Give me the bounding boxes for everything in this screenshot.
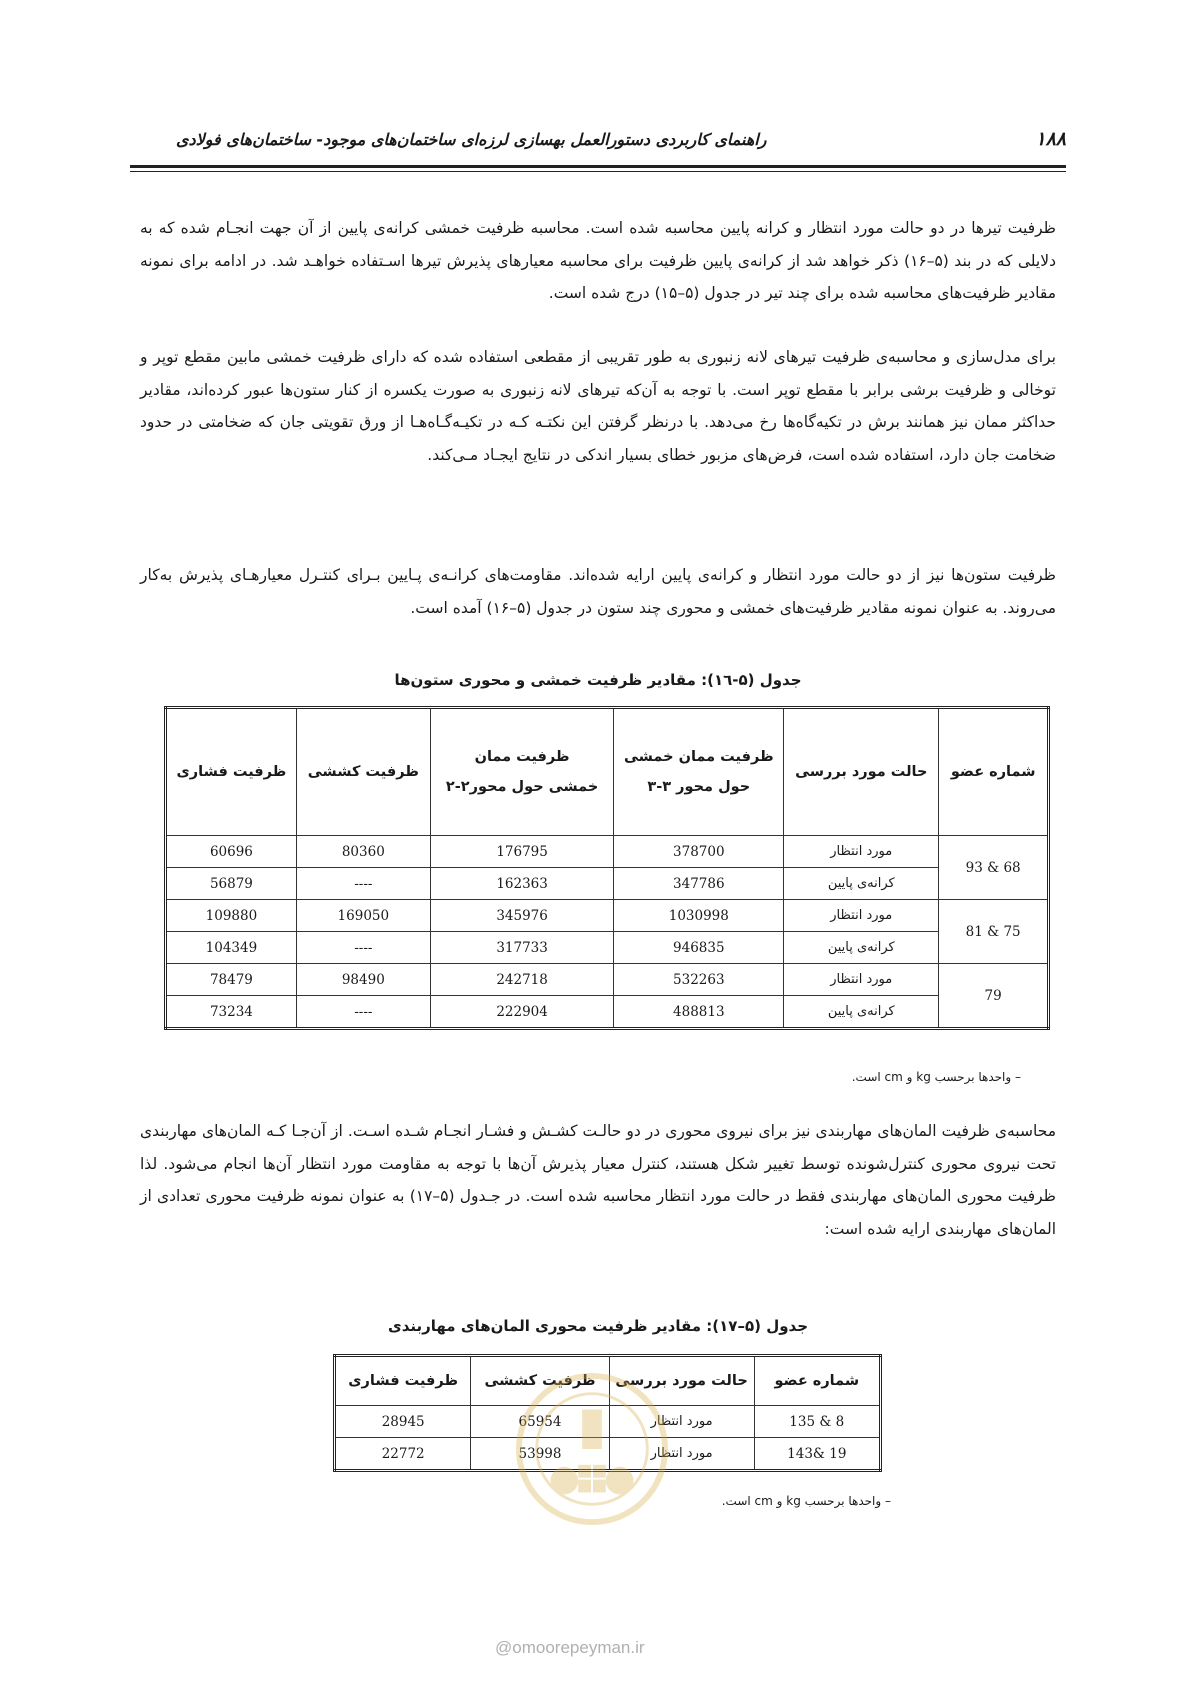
header-moment-33 <box>614 708 784 836</box>
moment-22-cell: 162363 <box>430 868 614 900</box>
header-moment-33-line2: حول محور ۳-۳ <box>647 779 751 795</box>
case-cell: مورد انتظار <box>784 964 939 996</box>
table-row <box>166 996 1049 1029</box>
tension-cell: ---- <box>296 996 430 1029</box>
header-tension: ظرفیت کششی <box>471 1356 609 1406</box>
compression-cell: 78479 <box>166 964 297 996</box>
compression-cell: 104349 <box>166 932 297 964</box>
compression-cell: 22772 <box>335 1438 471 1471</box>
paragraph-column-capacity: ظرفیت ستون‌ها نیز از دو حالت مورد انتظار و کرانه‌ی پایین ارایه شده‌اند. مقاومت‌های کرانـه‌ی پـایین بـرای کنتـرل معیارهـای پذیرش به‌کار می‌روند. به عنوان نمونه مقادیر ظرفیت‌های خمشی و محوری چند ستون در جدول (۵–۱۶) آمده است. <box>140 566 1056 617</box>
moment-33-cell: 1030998 <box>614 900 784 932</box>
page-header <box>130 128 1066 156</box>
moment-33-cell: 488813 <box>614 996 784 1029</box>
page-number: ۱۸۸ <box>1035 128 1066 150</box>
paragraph-beam-capacity: ظرفیت تیرها در دو حالت مورد انتظار و کرانه پایین محاسبه شده است. محاسبه ظرفیت خمشی کرانه‌ی پایین از آن جهت انجـام شده که به دلایلی که در بند (۵–۱۶) ذکر خواهد شد از کرانه‌ی پایین ظرفیت برای محاسبه معیارهای پذیرش تیرها اسـتفاده خواهـد شد. در ادامه برای نمونه مقادیر ظرفیت‌های محاسبه شده برای چند تیر در جدول (۵–۱۵) درج شده است. <box>140 219 1056 302</box>
compression-cell: 28945 <box>335 1406 471 1438</box>
seal-watermark-icon <box>513 1370 671 1528</box>
tension-cell: ---- <box>296 868 430 900</box>
paragraph-castellated-beams: برای مدل‌سازی و محاسبه‌ی ظرفیت تیرهای لانه زنبوری به طور تقریبی از مقطعی استفاده شده که دارای ظرفیت خمشی مابین مقطع توپر و توخالی و ظرفیت برشی برابر با مقطع توپر است. با توجه به آن‌که تیرهای لانه زنبوری به صورت یکسره از کنار ستون‌ها عبور کرده‌اند، مقادیر حداکثر ممان نیز همانند برش در تکیه‌گاه‌ها رخ می‌دهد. با درنظر گرفتن این نکتـه کـه در تکیـه‌گـاه‌هـا از ورق تقویتی جان که ضخامتی در حدود ضخامت جان دارد، استفاده شده است، فرض‌های مزبور خطای بسیار اندکی در نتایج ایجـاد مـی‌کند. <box>140 348 1056 464</box>
paragraph-brace-capacity: محاسبه‌ی ظرفیت المان‌های مهاربندی نیز برای نیروی محوری در دو حالـت کشـش و فشـار انجـام شـده اسـت. از آن‌جـا کـه المان‌های مهاربندی تحت نیروی محوری کنترل‌شونده توسط تغییر شکل هستند، کنترل معیار پذیرش آن‌ها با توجه به مقاومت مورد انتظار آن‌ها انجام می‌شود. لذا ظرفیت محوری المان‌های مهاربندی فقط در حالت مورد انتظار محاسبه شده است. در جـدول (۵–۱۷) به عنوان نمونه ظرفیت محوری تعدادی از المان‌های مهاربندی ارایه شده است: <box>140 1122 1056 1238</box>
table-caption-braces: جدول (۵–۱۷): مقادیر ظرفیت محوری المان‌های مهاربندی <box>387 1317 809 1335</box>
header-tension: ظرفیت کششی <box>296 708 430 836</box>
site-watermark <box>495 1638 645 1658</box>
member-cell: 75 & 81 <box>939 900 1049 964</box>
header-rule-thin <box>130 171 1066 172</box>
case-cell: کرانه‌ی پایین <box>784 932 939 964</box>
moment-22-cell: 317733 <box>430 932 614 964</box>
member-cell: 79 <box>939 964 1049 1029</box>
moment-22-cell: 345976 <box>430 900 614 932</box>
moment-33-cell: 378700 <box>614 836 784 868</box>
header-case: حالت مورد بررسی <box>784 708 939 836</box>
column-capacity-table <box>164 706 1050 1030</box>
watermark-text: omoorepeyman.ir <box>512 1638 645 1657</box>
case-cell: مورد انتظار <box>784 900 939 932</box>
table-row <box>166 932 1049 964</box>
case-cell: مورد انتظار <box>609 1438 754 1471</box>
header-rule-thick <box>130 165 1066 168</box>
moment-22-cell: 242718 <box>430 964 614 996</box>
case-cell: کرانه‌ی پایین <box>784 996 939 1029</box>
tension-cell: 65954 <box>471 1406 609 1438</box>
tension-cell: 53998 <box>471 1438 609 1471</box>
tension-cell: 169050 <box>296 900 430 932</box>
header-member: شماره عضو <box>939 708 1049 836</box>
compression-cell: 56879 <box>166 868 297 900</box>
table-row <box>166 964 1049 996</box>
moment-22-cell: 176795 <box>430 836 614 868</box>
header-compression: ظرفیت فشاری <box>166 708 297 836</box>
moment-33-cell: 946835 <box>614 932 784 964</box>
case-cell: مورد انتظار <box>609 1406 754 1438</box>
table-header-row <box>166 708 1049 836</box>
table-caption-columns: جدول (۵-۱٦): مقادیر ظرفیت خمشی و محوری ستون‌ها <box>394 671 802 689</box>
table-row <box>166 900 1049 932</box>
member-cell: 68 & 93 <box>939 836 1049 900</box>
tension-cell: 98490 <box>296 964 430 996</box>
at-icon: @ <box>495 1638 513 1657</box>
moment-33-cell: 532263 <box>614 964 784 996</box>
units-note-table2: – واحدها برحسب kg و cm است. <box>721 1494 891 1508</box>
member-cell: 8 & 135 <box>754 1406 880 1438</box>
header-moment-22-line2: خمشی حول محور۲-۲ <box>445 779 599 795</box>
header-moment-33-line1: ظرفیت ممان خمشی <box>623 749 774 765</box>
header-compression: ظرفیت فشاری <box>335 1356 471 1406</box>
member-cell: 19 &143 <box>754 1438 880 1471</box>
compression-cell: 60696 <box>166 836 297 868</box>
header-member: شماره عضو <box>754 1356 880 1406</box>
table-row <box>166 836 1049 868</box>
compression-cell: 73234 <box>166 996 297 1029</box>
units-note-table1: – واحدها برحسب kg و cm است. <box>851 1070 1021 1084</box>
header-case: حالت مورد بررسی <box>609 1356 754 1406</box>
table-row <box>166 868 1049 900</box>
case-cell: مورد انتظار <box>784 836 939 868</box>
tension-cell: ---- <box>296 932 430 964</box>
header-moment-22-line1: ظرفیت ممان <box>474 749 570 765</box>
header-moment-22 <box>430 708 614 836</box>
running-title: راهنمای کاربردی دستورالعمل بهسازی لرزه‌ای ساختمان‌های موجود- ساختمان‌های فولادی <box>176 130 767 149</box>
moment-22-cell: 222904 <box>430 996 614 1029</box>
tension-cell: 80360 <box>296 836 430 868</box>
moment-33-cell: 347786 <box>614 868 784 900</box>
compression-cell: 109880 <box>166 900 297 932</box>
case-cell: کرانه‌ی پایین <box>784 868 939 900</box>
